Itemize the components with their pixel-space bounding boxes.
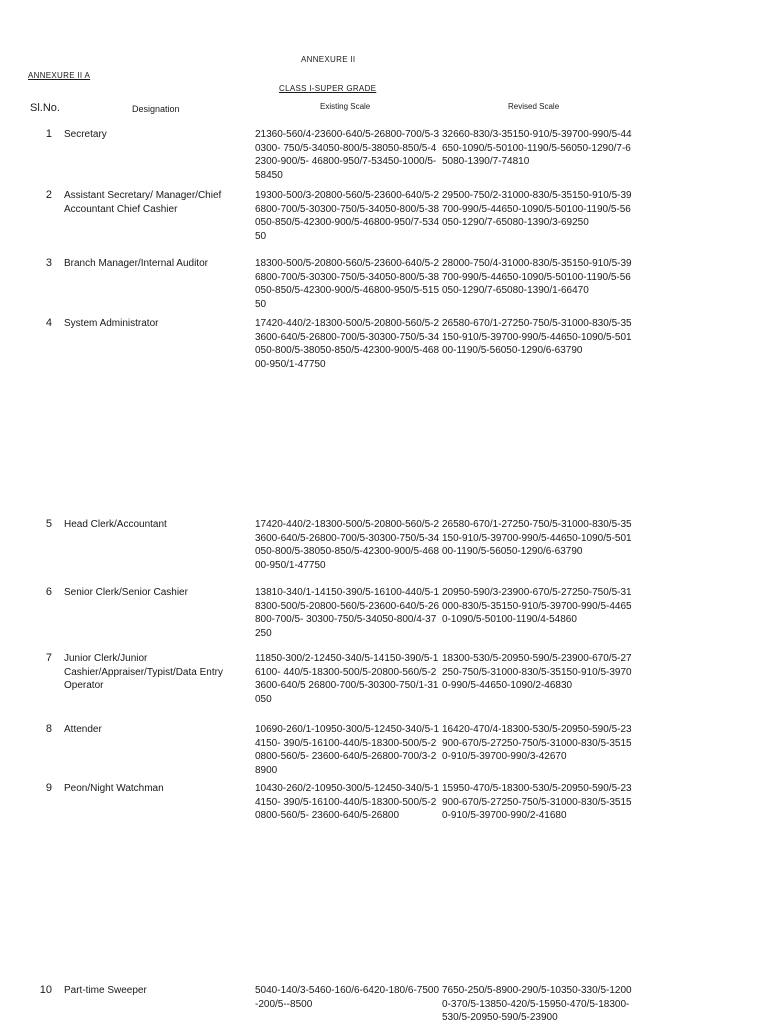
row-number: 2 [45,189,52,201]
row-number: 3 [45,257,52,269]
row-number: 6 [45,586,52,598]
designation-cell: Assistant Secretary/ Manager/Chief Accountant Chief Cashier [64,190,222,215]
row-number: 7 [45,652,52,664]
column-header-designation: Designation [132,104,180,114]
designation-cell: Junior Clerk/Junior Cashier/Appraiser/Typist/Data Entry Operator [64,653,223,692]
existing-scale-cell: 19300-500/3-20800-560/5-23600-640/5-26800-700/5-30300-750/5-34050-800/5-38050-850/5-42300-900/5-46800-950/7-53450 [255,190,440,242]
row-number: 9 [45,782,52,794]
column-header-existing-scale: Existing Scale [320,102,371,111]
class-title: CLASS I-SUPER GRADE [279,84,377,93]
revised-scale-cell: 15950-470/5-18300-530/5-20950-590/5-23900-670/5-27250-750/5-31000-830/5-35150-910/5-39700-990/2-41680 [442,783,632,822]
designation-cell: Head Clerk/Accountant [64,519,167,530]
row-number: 4 [45,317,52,329]
column-header-slno: Sl.No. [30,102,60,114]
existing-scale-cell: 5040-140/3-5460-160/6-6420-180/6-7500-200/5--8500 [255,985,440,1010]
revised-scale-cell: 20950-590/3-23900-670/5-27250-750/5-31000-830/5-35150-910/5-39700-990/5-44650-1090/5-50100-1190/4-54860 [442,587,632,626]
revised-scale-cell: 32660-830/3-35150-910/5-39700-990/5-44650-1090/5-50100-1190/5-56050-1290/7-65080-1390/7-74810 [442,129,632,168]
annexure-sub-heading: ANNEXURE II A [28,71,91,80]
existing-scale-cell: 17420-440/2-18300-500/5-20800-560/5-23600-640/5-26800-700/5-30300-750/5-34050-800/5-38050-850/5-42300-900/5-46800-950/1-47750 [255,519,440,571]
designation-cell: Branch Manager/Internal Auditor [64,258,208,269]
designation-cell: Senior Clerk/Senior Cashier [64,587,188,598]
designation-cell: Part-time Sweeper [64,985,147,996]
designation-cell: Peon/Night Watchman [64,783,164,794]
revised-scale-cell: 29500-750/2-31000-830/5-35150-910/5-39700-990/5-44650-1090/5-50100-1190/5-56050-1290/7-65080-1390/3-69250 [442,190,632,229]
designation-cell: System Administrator [64,318,159,329]
row-number: 8 [45,723,52,735]
existing-scale-cell: 13810-340/1-14150-390/5-16100-440/5-18300-500/5-20800-560/5-23600-640/5-26800-700/5- 30300-750/5-34050-800/4-37250 [255,587,440,639]
row-number: 5 [45,518,52,530]
existing-scale-cell: 10430-260/2-10950-300/5-12450-340/5-14150- 390/5-16100-440/5-18300-500/5-20800-560/5- 23600-640/5-26800 [255,783,440,822]
row-number: 1 [45,128,52,140]
row-number: 10 [39,984,52,996]
revised-scale-cell: 26580-670/1-27250-750/5-31000-830/5-35150-910/5-39700-990/5-44650-1090/5-50100-1190/5-56050-1290/6-63790 [442,519,632,558]
revised-scale-cell: 28000-750/4-31000-830/5-35150-910/5-39700-990/5-44650-1090/5-50100-1190/5-56050-1290/7-65080-1390/1-66470 [442,258,632,297]
existing-scale-cell: 21360-560/4-23600-640/5-26800-700/5-30300- 750/5-34050-800/5-38050-850/5-42300-900/5- 46800-950/7-53450-1000/5-58450 [255,129,440,181]
existing-scale-cell: 11850-300/2-12450-340/5-14150-390/5-16100- 440/5-18300-500/5-20800-560/5-23600-640/5 26800-700/5-30300-750/1-31050 [255,653,439,705]
column-header-revised-scale: Revised Scale [508,102,560,111]
existing-scale-cell: 10690-260/1-10950-300/5-12450-340/5-14150- 390/5-16100-440/5-18300-500/5-20800-560/5- 23600-640/5-26800-700/3-28900 [255,724,440,776]
revised-scale-cell: 7650-250/5-8900-290/5-10350-330/5-12000-370/5-13850-420/5-15950-470/5-18300-530/5-20950-590/5-23900 [442,985,632,1024]
existing-scale-cell: 17420-440/2-18300-500/5-20800-560/5-23600-640/5-26800-700/5-30300-750/5-34050-800/5-38050-850/5-42300-900/5-46800-950/1-47750 [255,318,440,370]
revised-scale-cell: 18300-530/5-20950-590/5-23900-670/5-27250-750/5-31000-830/5-35150-910/5-39700-990/5-44650-1090/2-46830 [442,653,632,692]
annexure-heading: ANNEXURE II [301,55,356,64]
designation-cell: Secretary [64,129,107,140]
revised-scale-cell: 26580-670/1-27250-750/5-31000-830/5-35150-910/5-39700-990/5-44650-1090/5-50100-1190/5-56050-1290/6-63790 [442,318,632,357]
revised-scale-cell: 16420-470/4-18300-530/5-20950-590/5-23900-670/5-27250-750/5-31000-830/5-35150-910/5-39700-990/3-42670 [442,724,632,763]
existing-scale-cell: 18300-500/5-20800-560/5-23600-640/5-26800-700/5-30300-750/5-34050-800/5-38050-850/5-42300-900/5-46800-950/5-51550 [255,258,440,310]
designation-cell: Attender [64,724,102,735]
